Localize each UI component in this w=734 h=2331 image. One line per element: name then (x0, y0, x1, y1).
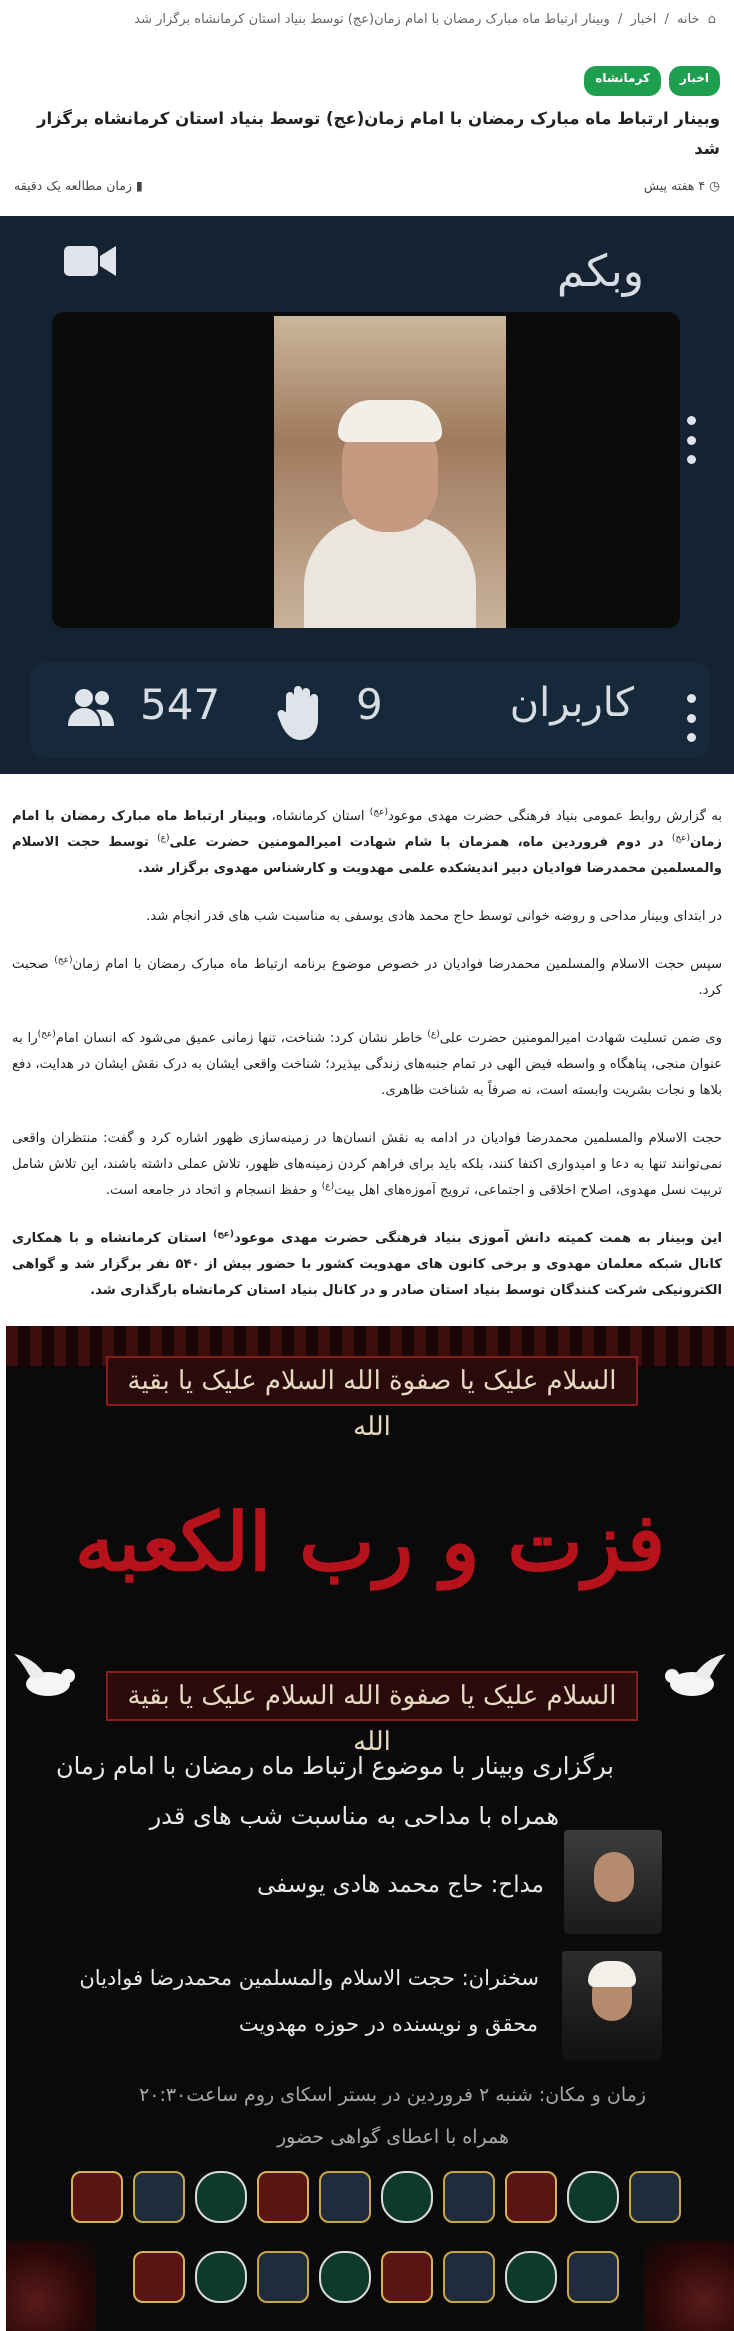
reading-time: ▮ زمان مطالعه یک دقیقه (14, 178, 143, 193)
breadcrumb: ⌂ خانه / اخبار / وبینار ارتباط ماه مبارک رمضان با امام زمان(عج) توسط بنیاد استان کرمانشاه برگزار شد (134, 12, 716, 27)
sponsor-logo (195, 2171, 247, 2223)
paragraph-4: وی ضمن تسلیت شهادت امیرالمومنین حضرت علی$^{(ع)}$ خاطر نشان کرد: شناخت، تنها زمانی عمیق می‌شود که انسان امام$^{(عج)}$را به عنوان منجی، پناهگاه و واسطه فیض الهی در تمام جنبه‌های زندگی بپذیرد؛ شناخت واقعی ایشان به درک نقش ایشان در هدایت، دفع بلاها و نجات بشریت وابسته است، نه صرفاً به شناخت ظاهری. (12, 1029, 722, 1098)
speaker-portrait (562, 1951, 662, 2061)
sponsor-logo (381, 2251, 433, 2303)
dove-icon (12, 1646, 84, 1708)
tag-news[interactable]: اخبار (669, 66, 720, 96)
poster-line-time-place: زمان و مکان: شنبه ۲ فروردین در بستر اسکای روم ساعت۲۰:۳۰ (139, 2084, 646, 2106)
breadcrumb-section[interactable]: اخبار (630, 12, 657, 27)
sponsor-logo (505, 2171, 557, 2223)
tag-kermanshah[interactable]: کرمانشاه (584, 66, 661, 96)
sponsor-logo (381, 2171, 433, 2223)
breadcrumb-home[interactable]: خانه (677, 12, 700, 27)
article-meta (0, 178, 734, 200)
users-icon (66, 686, 116, 728)
users-label: کاربران (509, 680, 634, 726)
time-ago: ◷ ۴ هفته پیش (643, 178, 720, 193)
sponsor-logos (56, 2171, 696, 2321)
menu-dots-icon (686, 694, 696, 742)
home-icon[interactable]: ⌂ (707, 12, 716, 27)
sponsor-logo (133, 2171, 185, 2223)
sponsor-logo (319, 2251, 371, 2303)
sponsor-logo (443, 2171, 495, 2223)
poster-line-speaker-title: محقق و نویسنده در حوزه مهدویت (238, 2012, 538, 2036)
eulogist-portrait (564, 1830, 662, 1934)
poster-banner-top: السلام علیک یا صفوة الله السلام علیک یا بقیة الله (106, 1356, 638, 1406)
event-poster (6, 1326, 734, 2331)
poster-line-eulogist: مداح: حاج محمد هادی یوسفی (257, 1872, 544, 1898)
paragraph-5: حجت الاسلام والمسلمین محمدرضا فوادیان در ادامه به نقش انسان‌ها در زمینه‌سازی ظهور اشاره کرد و گفت: منتظران واقعی نمی‌توانند تنها به دعا و امیدواری اکتفا کنند، بلکه باید برای فراهم کردن زمینه‌های ظهور، تلاش عملی داشته باشند، این تلاش شامل تربیت نسل مهدوی، اصلاح اخلاقی و اجتماعی، ترویج آموزه‌های اهل بیت$^{(ع)}$ و حفظ انسجام و اتحاد در جامعه است. (12, 1131, 722, 1198)
paragraph-3: سپس حجت الاسلام والمسلمین محمدرضا فوادیان در خصوص موضوع برنامه ارتباط ماه مبارک رمضان با امام زمان$^{(عج)}$ صحبت کرد. (12, 955, 722, 998)
bookmark-icon: ▮ (135, 178, 143, 193)
page-title: وبینار ارتباط ماه مبارک رمضان با امام زمان(عج) توسط بنیاد استان کرمانشاه برگزار شد (36, 109, 720, 158)
raised-hands-count: 9 (356, 680, 383, 729)
hero-image (0, 216, 734, 774)
video-camera-icon (64, 242, 116, 280)
sponsor-logo (567, 2251, 619, 2303)
menu-dots-icon (686, 416, 696, 464)
sponsor-logo (257, 2251, 309, 2303)
speaker-video (274, 316, 506, 628)
sponsor-logo (505, 2251, 557, 2303)
poster-calligraphy: فزت و رب الکعبه (74, 1495, 666, 1589)
sponsor-logo (133, 2251, 185, 2303)
paragraph-2: در ابتدای وبینار مداحی و روضه خوانی توسط حاج محمد هادی یوسفی به مناسبت شب های قدر انجام شد. (146, 909, 722, 924)
poster-line-speaker: سخنران: حجت الاسلام والمسلمین محمدرضا فوادیان (79, 1966, 539, 1990)
hand-icon (276, 684, 326, 740)
poster-banner-bottom: السلام علیک یا صفوة الله السلام علیک یا بقیة الله (106, 1671, 638, 1721)
tag-list (0, 66, 734, 96)
sponsor-logo (567, 2171, 619, 2223)
sponsor-logo (443, 2251, 495, 2303)
breadcrumb-current: وبینار ارتباط ماه مبارک رمضان با امام زمان(عج) توسط بنیاد استان کرمانشاه برگزار شد (134, 12, 610, 27)
sponsor-logo (629, 2171, 681, 2223)
article-body (0, 804, 734, 1304)
user-count: 547 (140, 680, 221, 729)
clock-icon: ◷ (709, 178, 720, 193)
poster-line-occasion: همراه با مداحی به مناسبت شب های قدر (149, 1802, 559, 1830)
sponsor-logo (71, 2171, 123, 2223)
poster-line-topic: برگزاری وبینار با موضوع ارتباط ماه رمضان با امام زمان (56, 1752, 614, 1780)
webcam-label: وبکم (556, 246, 644, 297)
sponsor-logo (257, 2171, 309, 2223)
sponsor-logo (195, 2251, 247, 2303)
paragraph-6: این وبینار به همت کمیته دانش آموزی بنیاد فرهنگی حضرت مهدی موعود$^{(عج)}$ استان کرمانشاه و با همکاری کانال شبکه معلمان مهدوی و برخی کانون های مهدویت کشور با حضور بیش از ۵۴۰ نفر برگزار شد و گواهی الکترونیکی شرکت کنندگان توسط بنیاد استان صادر و در کانال بنیاد استان کرمانشاه بارگذاری شد. (12, 1229, 722, 1298)
dove-icon (656, 1646, 728, 1708)
paragraph-intro: به گزارش روابط عمومی بنیاد فرهنگی حضرت مهدی موعود$^{(عج)}$ استان کرمانشاه، وبینار ارتباط ماه مبارک رمضان با امام زمان$^{(عج)}$ در دوم فروردین ماه، همزمان با شام شهادت امیرالمومنین حضرت علی$^{(ع)}$ توسط حجت الاسلام والمسلمین محمدرضا فوادیان دبیر اندیشکده علمی مهدویت و کارشناس مهدوی برگزار شد. (12, 807, 722, 876)
poster-line-certificate: همراه با اعطای گواهی حضور (276, 2126, 509, 2148)
sponsor-logo (319, 2171, 371, 2223)
